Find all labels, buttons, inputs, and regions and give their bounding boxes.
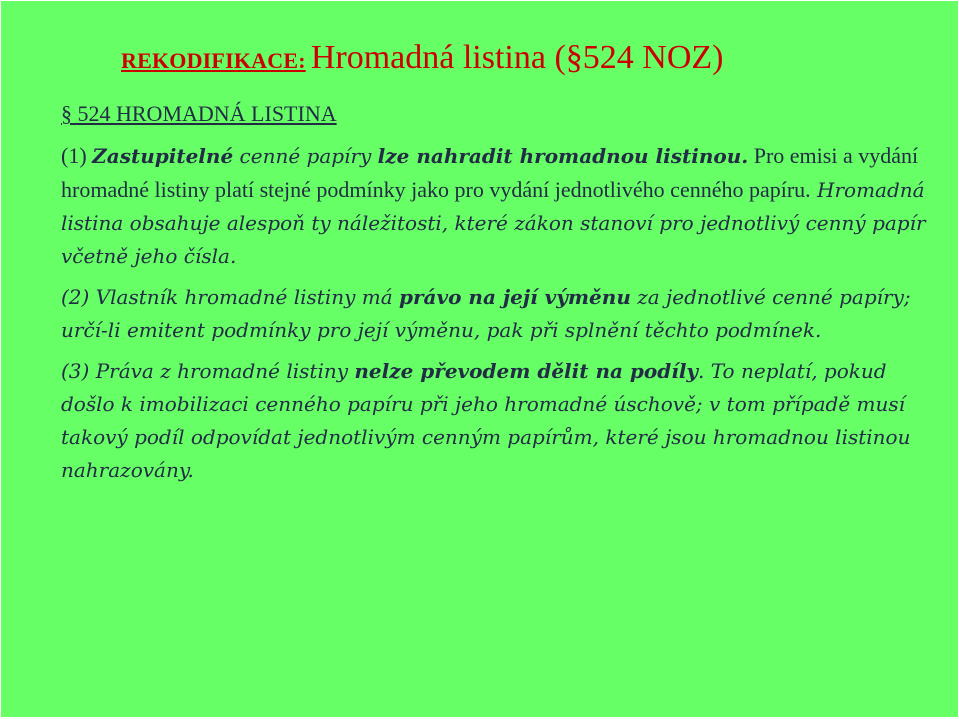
slide	[1, 1, 958, 717]
slide-title	[121, 39, 941, 77]
p1-bold-1: Zastupitelné	[92, 144, 234, 168]
title-prefix: REKODIFIKACE:	[121, 48, 306, 73]
slide-body	[61, 99, 941, 495]
p1-bold-2: lze nahradit hromadnou listinou.	[377, 144, 749, 168]
paragraph-2	[61, 281, 941, 347]
section-heading: § 524 HROMADNÁ LISTINA	[61, 101, 337, 126]
p2-bold-1: právo na její výměnu	[399, 285, 631, 309]
p2-text-2: za jednotlivé cenné papíry; určí-li emitent podmínky pro její výměnu, pak při splnění těchto podmínek.	[61, 285, 911, 342]
p1-lead: (1)	[61, 143, 93, 168]
p3-text-1: (3) Práva z hromadné listiny	[61, 359, 355, 383]
p1-text-2: Pro emisi a vydání hromadné listiny platí stejné podmínky jako pro vydání jednotlivého cenného papíru.	[61, 143, 919, 202]
p2-text-1: (2) Vlastník hromadné listiny má	[61, 285, 400, 309]
p1-text-1: cenné papíry	[233, 144, 378, 168]
p1-text-3: Hromadná listina obsahuje alespoň ty náležitosti, které zákon stanoví pro jednotlivý cenný papír včetně jeho čísla.	[61, 178, 926, 268]
p3-text-2: . To neplatí, pokud došlo k imobilizaci cenného papíru při jeho hromadné úschově; v tom případě musí takový podíl odpovídat jednotlivým cenným papírům, které jsou hromadnou listinou nahrazovány.	[61, 359, 911, 482]
paragraph-1	[61, 139, 941, 273]
paragraph-3	[61, 355, 941, 487]
title-main: Hromadná listina (§524 NOZ)	[310, 39, 724, 76]
p3-bold-1: nelze převodem dělit na podíly	[354, 359, 699, 383]
